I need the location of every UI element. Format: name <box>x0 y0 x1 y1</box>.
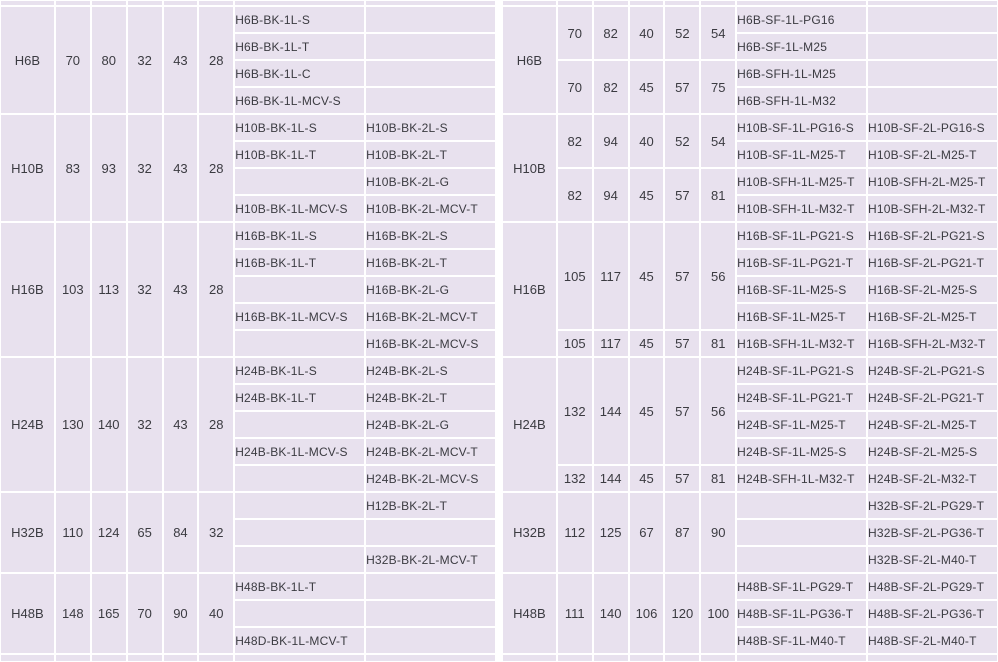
part-number-cell: H16B-BK-2L-S <box>365 222 496 249</box>
dimension-cell: 70 <box>127 573 163 654</box>
part-number-cell: H16B-SF-1L-PG21-S <box>736 222 867 249</box>
part-number-cell: H6B-BK-1L-S <box>234 6 365 33</box>
dimension-cell: 124 <box>91 492 127 573</box>
dimension-cell: 67 <box>629 492 665 573</box>
table-row <box>502 492 998 519</box>
empty-part-cell <box>867 6 998 33</box>
partial-row-cell <box>0 654 55 662</box>
table-row <box>0 222 496 249</box>
empty-part-cell <box>736 492 867 519</box>
model-cell: H6B <box>0 6 55 114</box>
dimension-cell: 54 <box>700 6 736 60</box>
dimension-cell: 70 <box>557 60 593 114</box>
empty-part-cell <box>365 33 496 60</box>
part-number-cell: H32B-SF-2L-M40-T <box>867 546 998 573</box>
empty-part-cell <box>365 87 496 114</box>
dimension-cell: 81 <box>700 465 736 492</box>
part-number-cell: H10B-SFH-1L-M25-T <box>736 168 867 195</box>
dimension-cell: 110 <box>55 492 91 573</box>
empty-part-cell <box>234 600 365 627</box>
dimension-cell: 32 <box>127 222 163 357</box>
part-number-cell: H32B-BK-2L-MCV-T <box>365 546 496 573</box>
partial-row-cell <box>736 654 867 662</box>
part-number-cell: H10B-BK-2L-S <box>365 114 496 141</box>
dimension-cell: 90 <box>163 573 199 654</box>
part-number-cell: H24B-SF-2L-PG21-T <box>867 384 998 411</box>
dimension-cell: 65 <box>127 492 163 573</box>
dimension-cell: 140 <box>593 573 629 654</box>
part-number-cell: H16B-SF-1L-M25-S <box>736 276 867 303</box>
dimension-cell: 75 <box>700 60 736 114</box>
model-cell: H24B <box>502 357 557 492</box>
partial-row-cell <box>629 654 665 662</box>
dimension-cell: 84 <box>163 492 199 573</box>
part-number-cell: H24B-BK-2L-MCV-S <box>365 465 496 492</box>
model-cell: H32B <box>502 492 557 573</box>
dimension-cell: 132 <box>557 465 593 492</box>
dimension-cell: 57 <box>664 465 700 492</box>
bk-series-table-container <box>0 0 496 662</box>
dimension-cell: 125 <box>593 492 629 573</box>
dimension-cell: 106 <box>629 573 665 654</box>
part-number-cell: H16B-BK-2L-MCV-T <box>365 303 496 330</box>
dimension-cell: 45 <box>629 60 665 114</box>
part-number-cell: H24B-SF-1L-PG21-T <box>736 384 867 411</box>
empty-part-cell <box>365 573 496 600</box>
table-row <box>502 6 998 33</box>
dimension-cell: 43 <box>163 114 199 222</box>
dimension-cell: 56 <box>700 222 736 330</box>
part-number-cell: H48B-SF-2L-PG29-T <box>867 573 998 600</box>
table-row <box>502 222 998 249</box>
table-row <box>502 573 998 600</box>
dimension-cell: 52 <box>664 114 700 168</box>
dimension-cell: 94 <box>593 114 629 168</box>
dimension-cell: 40 <box>198 573 234 654</box>
part-number-cell: H48B-SF-1L-PG36-T <box>736 600 867 627</box>
empty-part-cell <box>867 87 998 114</box>
empty-part-cell <box>234 168 365 195</box>
part-number-cell: H6B-SFH-1L-M32 <box>736 87 867 114</box>
part-number-cell: H16B-SFH-1L-M32-T <box>736 330 867 357</box>
dimension-cell: 100 <box>700 573 736 654</box>
empty-part-cell <box>365 519 496 546</box>
dimension-cell: 80 <box>91 6 127 114</box>
part-number-cell: H16B-SF-1L-M25-T <box>736 303 867 330</box>
dimension-cell: 120 <box>664 573 700 654</box>
dimension-cell: 32 <box>127 357 163 492</box>
model-cell: H10B <box>502 114 557 222</box>
partial-row-cell <box>664 654 700 662</box>
part-number-cell: H10B-SF-2L-PG16-S <box>867 114 998 141</box>
part-number-cell: H16B-SF-1L-PG21-T <box>736 249 867 276</box>
part-number-cell: H16B-SF-2L-M25-T <box>867 303 998 330</box>
dimension-cell: 82 <box>593 6 629 60</box>
model-cell: H48B <box>0 573 55 654</box>
dimension-cell: 87 <box>664 492 700 573</box>
dimension-cell: 28 <box>198 222 234 357</box>
dimension-cell: 43 <box>163 6 199 114</box>
model-cell: H32B <box>0 492 55 573</box>
model-cell: H16B <box>0 222 55 357</box>
part-number-cell: H16B-SF-2L-PG21-T <box>867 249 998 276</box>
dimension-cell: 165 <box>91 573 127 654</box>
dimension-cell: 40 <box>629 114 665 168</box>
empty-part-cell <box>234 411 365 438</box>
part-number-cell: H10B-SF-1L-M25-T <box>736 141 867 168</box>
part-number-cell: H48B-SF-2L-M40-T <box>867 627 998 654</box>
part-number-cell: H32B-SF-2L-PG29-T <box>867 492 998 519</box>
empty-part-cell <box>234 492 365 519</box>
part-number-cell: H10B-SF-1L-PG16-S <box>736 114 867 141</box>
dimension-cell: 70 <box>557 6 593 60</box>
part-number-cell: H10B-SFH-2L-M32-T <box>867 195 998 222</box>
part-number-cell: H24B-BK-2L-MCV-T <box>365 438 496 465</box>
dimension-cell: 105 <box>557 222 593 330</box>
dimension-cell: 117 <box>593 330 629 357</box>
part-number-cell: H6B-SFH-1L-M25 <box>736 60 867 87</box>
part-number-cell: H24B-SF-2L-PG21-S <box>867 357 998 384</box>
table-row <box>502 168 998 195</box>
dimension-cell: 70 <box>55 6 91 114</box>
part-number-cell: H10B-BK-2L-G <box>365 168 496 195</box>
empty-part-cell <box>365 6 496 33</box>
part-number-cell: H24B-BK-1L-T <box>234 384 365 411</box>
dimension-cell: 45 <box>629 357 665 465</box>
part-number-cell: H24B-SF-2L-M25-S <box>867 438 998 465</box>
dimension-cell: 32 <box>127 6 163 114</box>
dimension-cell: 45 <box>629 168 665 222</box>
empty-part-cell <box>365 627 496 654</box>
partial-row-cell <box>91 654 127 662</box>
part-number-cell: H10B-SFH-2L-M25-T <box>867 168 998 195</box>
dimension-cell: 32 <box>198 492 234 573</box>
dimension-cell: 82 <box>557 114 593 168</box>
dimension-cell: 57 <box>664 168 700 222</box>
part-number-cell: H24B-BK-1L-S <box>234 357 365 384</box>
sf-series-spec-table <box>502 0 998 662</box>
part-number-cell: H10B-SFH-1L-M32-T <box>736 195 867 222</box>
partial-cropped-row <box>502 654 998 662</box>
partial-row-cell <box>557 654 593 662</box>
dimension-cell: 93 <box>91 114 127 222</box>
empty-part-cell <box>234 330 365 357</box>
part-number-cell: H48B-SF-2L-PG36-T <box>867 600 998 627</box>
part-number-cell: H48B-BK-1L-T <box>234 573 365 600</box>
dimension-cell: 111 <box>557 573 593 654</box>
empty-part-cell <box>365 600 496 627</box>
dimension-cell: 83 <box>55 114 91 222</box>
part-number-cell: H32B-SF-2L-PG36-T <box>867 519 998 546</box>
model-cell: H16B <box>502 222 557 357</box>
part-number-cell: H16B-BK-1L-MCV-S <box>234 303 365 330</box>
empty-part-cell <box>234 276 365 303</box>
part-number-cell: H24B-SFH-1L-M32-T <box>736 465 867 492</box>
part-number-cell: H6B-BK-1L-T <box>234 33 365 60</box>
part-number-cell: H24B-BK-2L-S <box>365 357 496 384</box>
part-number-cell: H48D-BK-1L-MCV-T <box>234 627 365 654</box>
part-number-cell: H16B-BK-1L-S <box>234 222 365 249</box>
table-row <box>0 6 496 33</box>
table-row <box>502 114 998 141</box>
dimension-cell: 57 <box>664 60 700 114</box>
part-number-cell: H6B-SF-1L-PG16 <box>736 6 867 33</box>
dimension-cell: 117 <box>593 222 629 330</box>
table-row <box>502 60 998 87</box>
model-cell: H10B <box>0 114 55 222</box>
dimension-cell: 28 <box>198 357 234 492</box>
part-number-cell: H24B-BK-1L-MCV-S <box>234 438 365 465</box>
dimension-cell: 28 <box>198 114 234 222</box>
dimension-cell: 45 <box>629 465 665 492</box>
dimension-cell: 40 <box>629 6 665 60</box>
dimension-cell: 148 <box>55 573 91 654</box>
partial-row-cell <box>127 654 163 662</box>
table-row <box>0 573 496 600</box>
dimension-cell: 56 <box>700 357 736 465</box>
part-number-cell: H24B-SF-1L-PG21-S <box>736 357 867 384</box>
empty-part-cell <box>234 519 365 546</box>
dimension-cell: 43 <box>163 357 199 492</box>
partial-row-cell <box>198 654 234 662</box>
part-number-cell: H16B-BK-2L-MCV-S <box>365 330 496 357</box>
part-number-cell: H48B-SF-1L-PG29-T <box>736 573 867 600</box>
part-number-cell: H10B-BK-1L-S <box>234 114 365 141</box>
dimension-cell: 132 <box>557 357 593 465</box>
model-cell: H6B <box>502 6 557 114</box>
part-number-cell: H6B-BK-1L-C <box>234 60 365 87</box>
part-number-cell: H6B-BK-1L-MCV-S <box>234 87 365 114</box>
dimension-cell: 82 <box>557 168 593 222</box>
dimension-cell: 57 <box>664 330 700 357</box>
dimension-cell: 52 <box>664 6 700 60</box>
dimension-cell: 45 <box>629 330 665 357</box>
part-number-cell: H10B-SF-2L-M25-T <box>867 141 998 168</box>
dimension-cell: 90 <box>700 492 736 573</box>
dimension-cell: 144 <box>593 465 629 492</box>
dimension-cell: 130 <box>55 357 91 492</box>
partial-cropped-row <box>0 654 496 662</box>
dimension-cell: 140 <box>91 357 127 492</box>
dimension-cell: 28 <box>198 6 234 114</box>
model-cell: H48B <box>502 573 557 654</box>
dimension-cell: 144 <box>593 357 629 465</box>
dimension-cell: 81 <box>700 168 736 222</box>
sf-series-table-container <box>502 0 998 662</box>
table-row <box>502 357 998 384</box>
dimension-cell: 82 <box>593 60 629 114</box>
table-row <box>0 492 496 519</box>
part-number-cell: H24B-SF-1L-M25-T <box>736 411 867 438</box>
part-number-cell: H10B-BK-2L-T <box>365 141 496 168</box>
partial-row-cell <box>163 654 199 662</box>
part-number-cell: H12B-BK-2L-T <box>365 492 496 519</box>
part-number-cell: H16B-SF-2L-M25-S <box>867 276 998 303</box>
model-cell: H24B <box>0 357 55 492</box>
partial-row-cell <box>700 654 736 662</box>
dimension-cell: 54 <box>700 114 736 168</box>
part-number-cell: H10B-BK-2L-MCV-T <box>365 195 496 222</box>
empty-part-cell <box>234 465 365 492</box>
part-number-cell: H16B-BK-1L-T <box>234 249 365 276</box>
partial-row-cell <box>55 654 91 662</box>
empty-part-cell <box>234 546 365 573</box>
empty-part-cell <box>736 546 867 573</box>
part-number-cell: H24B-SF-2L-M32-T <box>867 465 998 492</box>
part-number-cell: H48B-SF-1L-M40-T <box>736 627 867 654</box>
partial-row-cell <box>502 654 557 662</box>
dimension-cell: 81 <box>700 330 736 357</box>
dimension-cell: 32 <box>127 114 163 222</box>
part-number-cell: H24B-BK-2L-T <box>365 384 496 411</box>
partial-row-cell <box>593 654 629 662</box>
table-row <box>502 465 998 492</box>
dimension-cell: 112 <box>557 492 593 573</box>
part-number-cell: H16B-BK-2L-G <box>365 276 496 303</box>
dimension-cell: 45 <box>629 222 665 330</box>
dimension-cell: 57 <box>664 357 700 465</box>
empty-part-cell <box>736 519 867 546</box>
part-number-cell: H16B-SF-2L-PG21-S <box>867 222 998 249</box>
partial-row-cell <box>365 654 496 662</box>
part-number-cell: H10B-BK-1L-MCV-S <box>234 195 365 222</box>
table-row <box>0 357 496 384</box>
dimension-cell: 94 <box>593 168 629 222</box>
empty-part-cell <box>365 60 496 87</box>
dimension-cell: 57 <box>664 222 700 330</box>
part-number-cell: H16B-BK-2L-T <box>365 249 496 276</box>
partial-row-cell <box>867 654 998 662</box>
empty-part-cell <box>867 33 998 60</box>
empty-part-cell <box>867 60 998 87</box>
table-row <box>0 114 496 141</box>
part-number-cell: H24B-SF-1L-M25-S <box>736 438 867 465</box>
table-row <box>502 330 998 357</box>
dimension-cell: 105 <box>557 330 593 357</box>
part-number-cell: H16B-SFH-2L-M32-T <box>867 330 998 357</box>
part-number-cell: H6B-SF-1L-M25 <box>736 33 867 60</box>
dimension-cell: 113 <box>91 222 127 357</box>
bk-series-spec-table <box>0 0 496 662</box>
part-number-cell: H10B-BK-1L-T <box>234 141 365 168</box>
part-number-cell: H24B-SF-2L-M25-T <box>867 411 998 438</box>
dimension-cell: 103 <box>55 222 91 357</box>
dimension-cell: 43 <box>163 222 199 357</box>
partial-row-cell <box>234 654 365 662</box>
part-number-cell: H24B-BK-2L-G <box>365 411 496 438</box>
